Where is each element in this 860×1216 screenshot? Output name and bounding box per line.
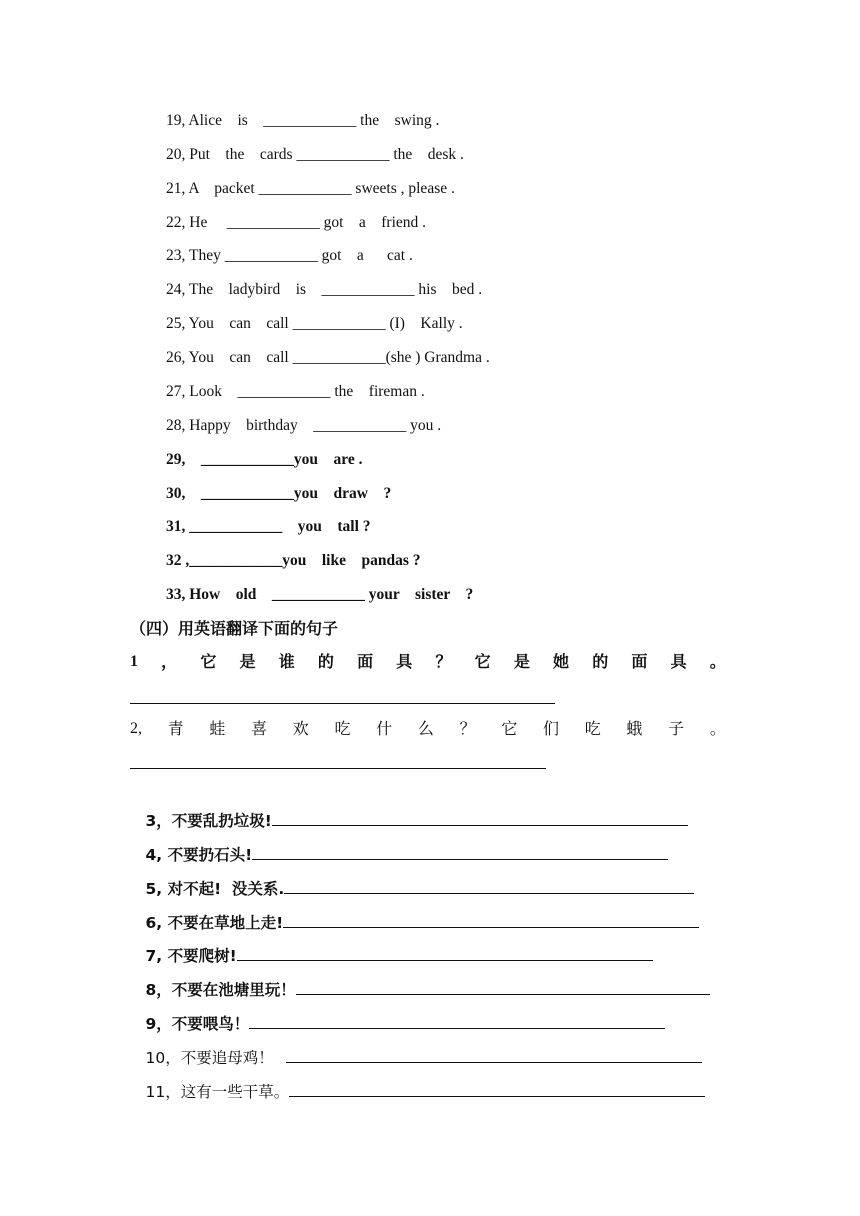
q1-char: 它 (200, 652, 217, 671)
prompt-text: 10，不要追母鸡！ (145, 1049, 274, 1067)
q1-char: 具 (396, 652, 413, 671)
fill-in-line-22: 22, He ____________ got a friend . (166, 214, 427, 231)
translation-question-2 (130, 718, 726, 740)
fill-in-line-24: 24, The ladybird is ____________ his bed . (166, 281, 483, 298)
question-number: 1 (130, 653, 138, 670)
q2-char: 。 (709, 719, 726, 738)
fill-in-line-27: 27, Look ____________ the fireman . (166, 383, 425, 400)
answer-line-2[interactable] (130, 768, 546, 769)
translation-question-1 (130, 651, 726, 673)
fill-in-line-31: 31, ____________ you tall ? (166, 518, 371, 535)
q1-char: 具 (670, 652, 687, 671)
q1-char: 的 (592, 652, 609, 671)
prompt-text: 4, 不要扔石头! (145, 846, 253, 864)
fill-in-line-20: 20, Put the cards ____________ the desk . (166, 146, 464, 163)
q1-char: 面 (357, 652, 374, 671)
answer-line-1[interactable] (130, 703, 555, 704)
q2-char: 蛾 (626, 719, 643, 738)
q2-char: 吃 (334, 719, 351, 738)
q2-char: 它 (501, 719, 518, 738)
q1-char: 的 (317, 652, 334, 671)
q2-char: 青 (167, 719, 184, 738)
q1-char: ？ (435, 652, 452, 671)
q2-char: 子 (668, 719, 685, 738)
q2-char: 喜 (251, 719, 268, 738)
prompt-text: 11，这有一些干草。 (145, 1083, 290, 1101)
q2-char: ？ (459, 719, 476, 738)
q2-char: 欢 (292, 719, 309, 738)
answer-blank[interactable] (289, 1080, 705, 1097)
prompt-text: 7, 不要爬树! (145, 947, 237, 965)
fill-in-line-30: 30, ____________you draw ? (166, 485, 392, 502)
fill-in-line-21: 21, A packet ____________ sweets , please . (166, 180, 455, 197)
q2-char: 什 (376, 719, 393, 738)
q2-char: 么 (417, 719, 434, 738)
fill-in-line-23: 23, They ____________ got a cat . (166, 247, 413, 264)
q2-char: 们 (543, 719, 560, 738)
q1-char: 。 (709, 652, 726, 671)
q1-char: 谁 (278, 652, 295, 671)
q2-char: 吃 (584, 719, 601, 738)
prompt-text: 6, 不要在草地上走! (145, 914, 284, 932)
section-title: （四）用英语翻译下面的句子 (130, 619, 339, 638)
q2-char: 蛙 (209, 719, 226, 738)
q1-char: 它 (474, 652, 491, 671)
question-number: 2, (130, 720, 142, 737)
prompt-text: 3，不要乱扔垃圾! (145, 812, 272, 830)
prompt-text: 8，不要在池塘里玩！ (145, 981, 296, 999)
prompt-text: 9，不要喂鸟！ (145, 1015, 250, 1033)
q1-char: 是 (513, 652, 530, 671)
q1-char: 是 (239, 652, 256, 671)
fill-in-line-25: 25, You can call ____________ (I) Kally . (166, 315, 463, 332)
q1-char: ， (161, 652, 178, 671)
prompt-text: 5, 对不起! 没关系. (145, 880, 285, 898)
fill-in-line-32: 32 ,____________you like pandas ? (166, 552, 421, 569)
fill-in-line-29: 29, ____________you are . (166, 451, 363, 468)
fill-in-line-19: 19, Alice is ____________ the swing . (166, 112, 440, 129)
q1-char: 面 (631, 652, 648, 671)
fill-in-line-26: 26, You can call ____________(she ) Grandma . (166, 349, 490, 366)
fill-in-line-33: 33, How old ____________ your sister ? (166, 586, 474, 603)
fill-in-line-28: 28, Happy birthday ____________ you . (166, 417, 442, 434)
q1-char: 她 (553, 652, 570, 671)
translation-row-11 (130, 1058, 705, 1126)
